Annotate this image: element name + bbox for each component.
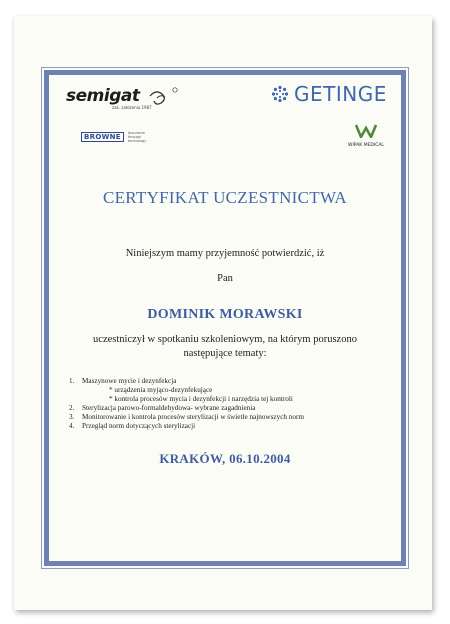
topic-number: 4. bbox=[69, 422, 75, 430]
certificate-title: CERTYFIKAT UCZESTNICTWA bbox=[102, 188, 348, 207]
getinge-star-icon bbox=[270, 84, 290, 104]
topic-item bbox=[69, 413, 399, 422]
getinge-logo bbox=[270, 82, 387, 106]
salutation: Pan bbox=[217, 273, 233, 284]
semigat-logo bbox=[66, 86, 186, 112]
topic-number: 3. bbox=[69, 413, 75, 421]
topic-text: Maszynowe mycie i dezynfekcja bbox=[82, 377, 177, 385]
wipak-w-icon bbox=[355, 124, 377, 138]
browne-tagline: Assurance through technology bbox=[127, 131, 147, 143]
topic-text: Sterylizacja parowo-formaldehydowa- wybrane zagadnienia bbox=[82, 404, 256, 412]
getinge-wordmark: GETINGE bbox=[294, 82, 387, 106]
description-line-1: uczestniczył w spotkaniu szkoleniowym, na którym poruszono bbox=[93, 334, 357, 345]
topic-item bbox=[69, 377, 399, 386]
recipient-name: DOMINIK MORAWSKI bbox=[147, 307, 303, 322]
semigat-wordmark: semigat bbox=[66, 86, 140, 106]
browne-logo bbox=[81, 131, 168, 143]
subtopic-item: * urządzenia myjąco-dezynfekujące bbox=[109, 386, 213, 394]
subtopic-item: * kontrola procesów mycia i dezynfekcji i narzędzia tej kontroli bbox=[109, 395, 293, 403]
place-and-date: KRAKÓW, 06.10.2004 bbox=[159, 451, 291, 466]
topic-item bbox=[69, 422, 399, 431]
topic-item bbox=[69, 404, 399, 413]
wipak-wordmark: WIPAK MEDICAL bbox=[348, 143, 384, 148]
description bbox=[0, 333, 450, 361]
semigat-subtitle: zak. założenia 1987 bbox=[112, 105, 152, 110]
wipak-medical-logo bbox=[343, 124, 389, 148]
topic-text: Przegląd norm dotyczących sterylizacji bbox=[82, 422, 196, 430]
intro-text: Niniejszym mamy przyjemność potwierdzić, iż bbox=[125, 248, 325, 259]
topic-text: Monitorowanie i kontrola procesów sterylizacji w świetle najnowszych norm bbox=[82, 413, 304, 421]
topic-number: 1. bbox=[69, 377, 75, 385]
topic-number: 2. bbox=[69, 404, 75, 412]
topics-list bbox=[69, 377, 399, 431]
description-line-2: następujące tematy: bbox=[183, 348, 267, 359]
browne-wordmark: BROWNE bbox=[81, 132, 124, 142]
